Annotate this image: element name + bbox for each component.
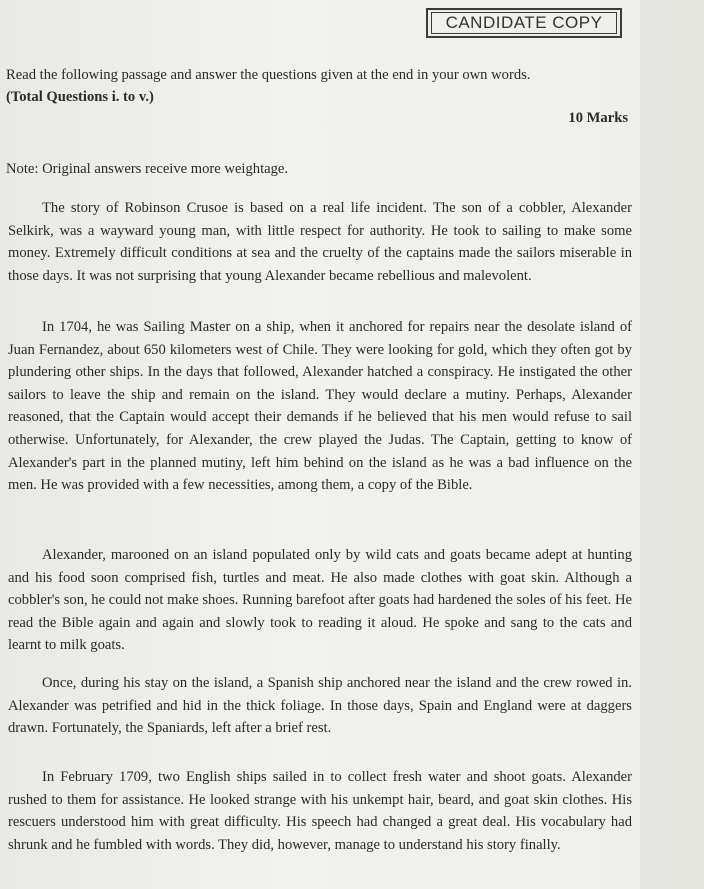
total-questions: (Total Questions i. to v.)	[6, 89, 154, 105]
paragraph-4: Once, during his stay on the island, a Spanish ship anchored near the island and the crew rowed in. Alexander was petrified and hid in the thick foliage. In those days, Spain and England were at daggers drawn. Fortunately, the Spaniards, left after a brief rest.	[8, 675, 632, 737]
paragraph-1: The story of Robinson Crusoe is based on a real life incident. The son of a cobbler, Alexander Selkirk, was a wayward young man, with little respect for authority. He took to sailing to make some money. Extremely difficult conditions at sea and the cruelty of the captains made the sailors miserable in those days. It was not surprising that young Alexander became rebellious and malevolent.	[8, 200, 632, 284]
candidate-copy-label: CANDIDATE COPY	[431, 12, 617, 34]
bleed-through-margin	[640, 0, 704, 889]
instructions	[6, 64, 628, 108]
paragraph-5: In February 1709, two English ships sailed in to collect fresh water and shoot goats. Alexander rushed to them for assistance. He looked strange with his unkempt hair, beard, and goat skin clothes. His rescuers understood him with great difficulty. His speech had changed a great deal. His vocabulary had shrunk and he fumbled with words. They did, however, manage to understand his story finally.	[8, 769, 632, 853]
instruction-line: Read the following passage and answer the questions given at the end in your own words.	[6, 67, 531, 83]
candidate-copy-stamp	[426, 8, 622, 38]
paragraph-2: In 1704, he was Sailing Master on a ship, when it anchored for repairs near the desolate island of Juan Fernandez, about 650 kilometers west of Chile. They were looking for gold, which they often got by plundering other ships. In the days that followed, Alexander hatched a conspiracy. He instigated the other sailors to leave the ship and remain on the island. They would declare a mutiny. Perhaps, Alexander reasoned, that the Captain would accept their demands if he believed that his men would refuse to sail otherwise. Unfortunately, for Alexander, the crew played the Judas. The Captain, getting to know of Alexander's part in the planned mutiny, left him behind on the island as he was a bad influence on the men. He was provided with a few necessities, among them, a copy of the Bible.	[8, 319, 632, 494]
note: Note: Original answers receive more weightage.	[6, 161, 289, 177]
paragraph-3: Alexander, marooned on an island populated only by wild cats and goats became adept at hunting and his food soon comprised fish, turtles and meat. He also made clothes with goat skin. Although a cobbler's son, he could not make shoes. Running barefoot after goats had hardened the soles of his feet. He read the Bible again and again and slowly took to reading it aloud. He spoke and sang to the cats and learnt to milk goats.	[8, 547, 632, 654]
marks-label: 10 Marks	[568, 110, 628, 126]
